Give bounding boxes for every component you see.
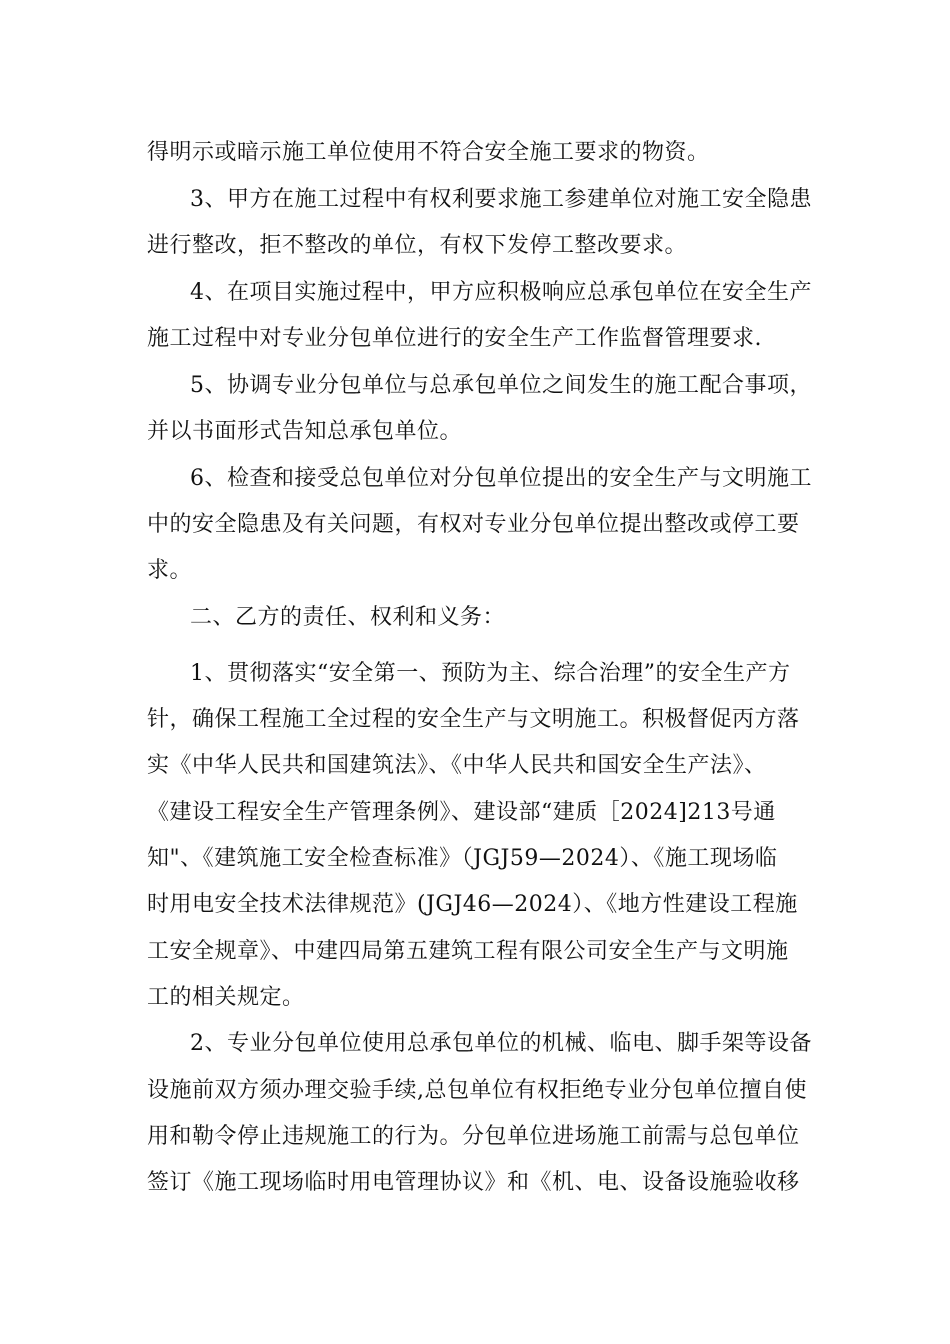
paragraph-line: 6、检查和接受总包单位对分包单位提出的安全生产与文明施工 [190,466,812,491]
paragraph-line: 知"、《建筑施工安全检查标准》（JGJ59—2024）、《施工现场临 [147,846,778,871]
paragraph-line: 时用电安全技术法律规范》(JGJ46—2024）、《地方性建设工程施 [147,892,798,917]
paragraph-line: 设施前双方须办理交验手续,总包单位有权拒绝专业分包单位擅自使 [147,1078,807,1103]
paragraph-line: 5、协调专业分包单位与总承包单位之间发生的施工配合事项， [190,373,812,398]
paragraph-line: 得明示或暗示施工单位使用不符合安全施工要求的物资。 [147,140,710,165]
paragraph-line: 进行整改，拒不整改的单位，有权下发停工整改要求。 [147,233,688,258]
paragraph-line: 针，确保工程施工全过程的安全生产与文明施工。积极督促丙方落 [147,707,800,732]
paragraph-line: 3、甲方在施工过程中有权利要求施工参建单位对施工安全隐患 [190,187,812,212]
paragraph-line: 工的相关规定。 [147,985,305,1010]
paragraph-line: 中的安全隐患及有关问题，有权对专业分包单位提出整改或停工要 [147,512,800,537]
paragraph-line: 工安全规章》、中建四局第五建筑工程有限公司安全生产与文明施 [147,939,789,964]
section-heading: 二、乙方的责任、权利和义务： [190,605,506,630]
paragraph-line: 并以书面形式告知总承包单位。 [147,419,463,444]
paragraph-line: 《建设工程安全生产管理条例》、建设部“建质［2024]213号通 [147,800,776,825]
paragraph-line: 求。 [147,558,193,583]
paragraph-line: 2、专业分包单位使用总承包单位的机械、临电、脚手架等设备 [190,1031,812,1056]
paragraph-line: 实《中华人民共和国建筑法》、《中华人民共和国安全生产法》、 [147,753,767,778]
paragraph-line: 1、贯彻落实“安全第一、预防为主、综合治理”的安全生产方 [190,661,791,686]
paragraph-line: 签订《施工现场临时用电管理协议》和《机、电、设备设施验收移 [147,1170,800,1195]
paragraph-line: 施工过程中对专业分包单位进行的安全生产工作监督管理要求. [147,326,762,351]
paragraph-line: 4、在项目实施过程中，甲方应积极响应总承包单位在安全生产 [190,280,812,305]
paragraph-line: 用和勒令停止违规施工的行为。分包单位进场施工前需与总包单位 [147,1124,800,1149]
